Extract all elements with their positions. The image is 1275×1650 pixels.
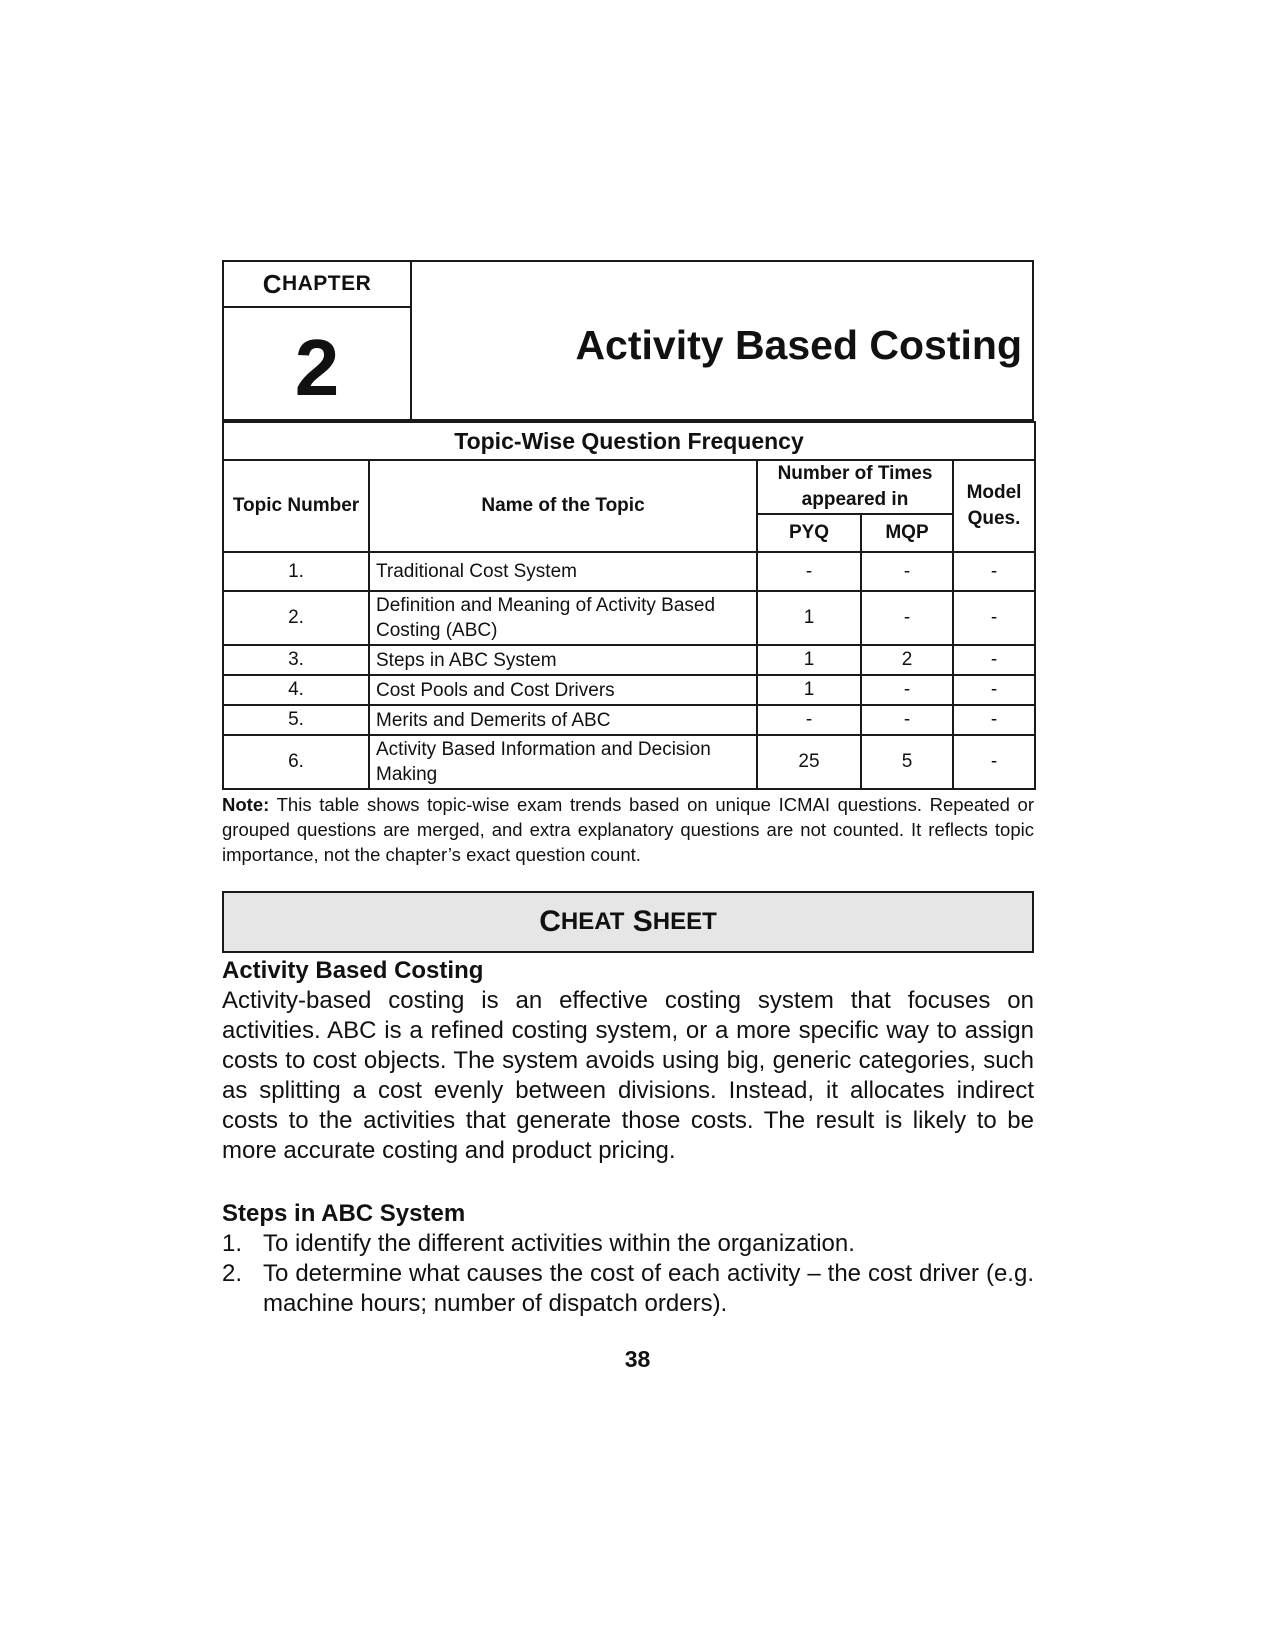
table-row [223,591,1035,645]
topic-name-cell: Definition and Meaning of Activity Based Costing (ABC) [369,591,757,645]
topic-name-cell: Steps in ABC System [369,645,757,675]
model-cell: - [953,552,1035,591]
topic-number-cell: 3. [223,645,369,675]
topic-number-cell: 2. [223,591,369,645]
model-cell: - [953,705,1035,735]
list-item [222,1229,1034,1259]
mqp-cell: 2 [861,645,953,675]
topic-number-cell: 4. [223,675,369,705]
topic-number-cell: 1. [223,552,369,591]
table-row [223,552,1035,591]
pyq-cell: 1 [757,675,861,705]
table-row [223,705,1035,735]
pyq-cell: 1 [757,645,861,675]
chapter-label [224,262,410,308]
table-title-row [223,422,1035,460]
section-heading-abc: Activity Based Costing [222,957,484,984]
model-cell: - [953,591,1035,645]
table-note [222,792,1034,867]
cheat-sheet-banner-s: S [632,905,653,938]
spacer [222,1166,1034,1196]
chapter-header [222,260,1034,421]
header-mqp: MQP [861,514,953,552]
step-text: To identify the different activities within the organization. [263,1230,855,1257]
page-number: 38 [624,1346,651,1372]
cheat-sheet-banner-c: C [539,905,561,938]
step-number: 1. [222,1230,243,1257]
step-number: 2. [222,1260,243,1287]
note-text: This table shows topic-wise exam trends based on unique ICMAI questions. Repeated or grouped questions are merged, and extra explanatory questions are not counted. It reflects topic importance, not the chapter’s exact question count. [222,794,1034,865]
model-cell: - [953,675,1035,705]
topic-name-cell: Cost Pools and Cost Drivers [369,675,757,705]
topic-name-cell: Merits and Demerits of ABC [369,705,757,735]
chapter-title: Activity Based Costing [575,322,1022,368]
chapter-number: 2 [294,322,340,412]
mqp-cell: - [861,591,953,645]
table-row [223,645,1035,675]
chapter-label-initial: C [262,268,282,299]
cheat-sheet-banner-heet: HEET [652,908,717,935]
model-cell: - [953,735,1035,789]
chapter-label-rest: HAPTER [281,272,372,295]
section-heading-steps: Steps in ABC System [222,1200,466,1227]
list-item [222,1259,1034,1319]
topic-name-cell: Activity Based Information and Decision Making [369,735,757,789]
abc-paragraph: Activity-based costing is an effective costing system that focuses on activities. ABC is a refined costing system, or a more specific way to assign costs to cost objects. The system avoids using big, generic categories, such as splitting a cost evenly between divisions. Instead, it allocates indirect costs to the activities that generate those costs. The result is likely to be more accurate costing and product pricing. [222,987,1034,1164]
topic-name-cell: Traditional Cost System [369,552,757,591]
cheat-sheet-banner [222,891,1034,953]
mqp-cell: - [861,552,953,591]
topic-frequency-table [222,421,1036,790]
chapter-label-column [224,262,412,419]
step-text: To determine what causes the cost of each activity – the cost driver (e.g. machine hours; number of dispatch orders). [263,1260,1034,1317]
pyq-cell: - [757,552,861,591]
header-model-ques: Model Ques. [953,460,1035,552]
header-pyq: PYQ [757,514,861,552]
mqp-cell: 5 [861,735,953,789]
steps-list [222,1229,1034,1319]
table-header-row [223,460,1035,514]
header-topic-number: Topic Number [223,460,369,552]
pyq-cell: - [757,705,861,735]
note-label: Note: [222,794,270,815]
model-cell: - [953,645,1035,675]
cheat-sheet-banner-heat: HEAT [560,908,625,935]
table-title: Topic-Wise Question Frequency [223,422,1035,460]
topic-number-cell: 5. [223,705,369,735]
header-times-appeared: Number of Times appeared in [757,460,953,514]
topic-number-cell: 6. [223,735,369,789]
mqp-cell: - [861,705,953,735]
pyq-cell: 25 [757,735,861,789]
mqp-cell: - [861,675,953,705]
pyq-cell: 1 [757,591,861,645]
table-row [223,675,1035,705]
page-content [222,260,1034,1319]
header-topic-name: Name of the Topic [369,460,757,552]
table-row [223,735,1035,789]
